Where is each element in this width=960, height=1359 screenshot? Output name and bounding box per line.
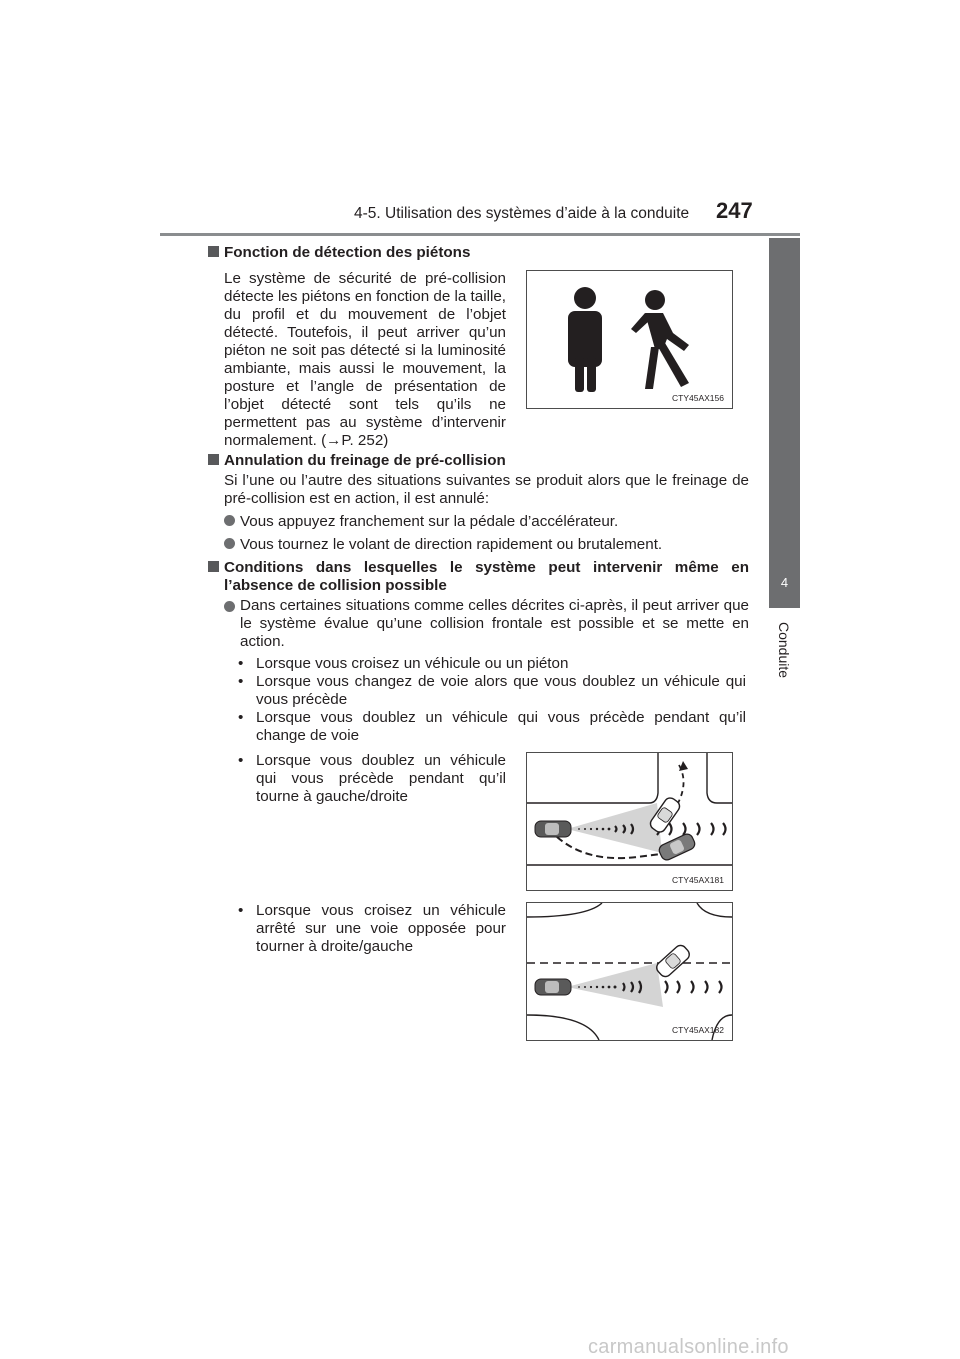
- conditions-subitem-1: • Lorsque vous croisez un véhicule ou un piéton: [238, 655, 569, 672]
- page-number: 247: [716, 198, 753, 223]
- overtaking-turning-vehicle-icon: [527, 753, 732, 890]
- round-bullet-icon: [224, 515, 235, 526]
- heading-pedestrian: Fonction de détection des piétons: [208, 244, 470, 262]
- section-title: 4-5. Utilisation des systèmes d’aide à la conduite: [354, 205, 690, 222]
- figure-code: CTY45AX182: [672, 1025, 724, 1035]
- conditions-subitem-3: • Lorsque vous doublez un véhicule qui vous précède pendant qu’il change de voie: [238, 709, 746, 744]
- chapter-tab: [769, 238, 800, 608]
- heading-cancel: Annulation du freinage de pré-collision: [208, 452, 506, 470]
- conditions-subitem-2: • Lorsque vous changez de voie alors que vous doublez un véhicule qui vous précède: [238, 673, 746, 708]
- header-rule: [160, 233, 800, 236]
- round-bullet-icon: [224, 601, 235, 612]
- watermark: carmanualsonline.info: [588, 1336, 789, 1358]
- cancel-item-1: Vous appuyez franchement sur la pédale d’accélérateur.: [224, 513, 749, 531]
- figure-code: CTY45AX156: [672, 393, 724, 403]
- stopped-oncoming-vehicle-icon: [527, 903, 732, 1040]
- square-bullet-icon: [208, 246, 219, 257]
- round-bullet-icon: [224, 538, 235, 549]
- oncoming-turn-figure: [526, 902, 733, 1041]
- heading-conditions: Conditions dans lesquelles le système peut intervenir même en l’absence de collision possible: [208, 559, 749, 595]
- fig-item-2: • Lorsque vous croisez un véhicule arrêté sur une voie opposée pour tourner à droite/gauche: [238, 902, 506, 955]
- figure-code: CTY45AX181: [672, 875, 724, 885]
- chapter-number: 4: [780, 575, 789, 590]
- overtake-turn-figure: [526, 752, 733, 891]
- conditions-item: Dans certaines situations comme celles décrites ci-après, il peut arriver que le système évalue qu’une collision frontale est possible et se mette en action.: [224, 597, 749, 651]
- square-bullet-icon: [208, 454, 219, 465]
- chapter-label: Conduite: [776, 622, 792, 679]
- cancel-body: Si l’une ou l’autre des situations suivantes se produit alors que le freinage de pré-collision est en action, il est annulé:: [224, 472, 749, 507]
- pedestrians-icon: [527, 271, 732, 408]
- pedestrian-figure: [526, 270, 733, 409]
- pedestrian-body: Le système de sécurité de pré-collision détecte les piétons en fonction de la taille, du profil et du mouvement de l’objet détecté. Toutefois, il peut arriver qu’un piéton ne soit pas détecté si la luminosité ambiante, mais aussi le mouvement, la posture et l’angle de présentation de l’objet détecté sont tels qu’ils ne permettent pas au système d’intervenir normalement. (→P. 252): [224, 270, 506, 449]
- cancel-item-2: Vous tournez le volant de direction rapidement ou brutalement.: [224, 536, 749, 554]
- fig-item-1: • Lorsque vous doublez un véhicule qui vous précède pendant qu’il tourne à gauche/droite: [238, 752, 506, 805]
- square-bullet-icon: [208, 561, 219, 572]
